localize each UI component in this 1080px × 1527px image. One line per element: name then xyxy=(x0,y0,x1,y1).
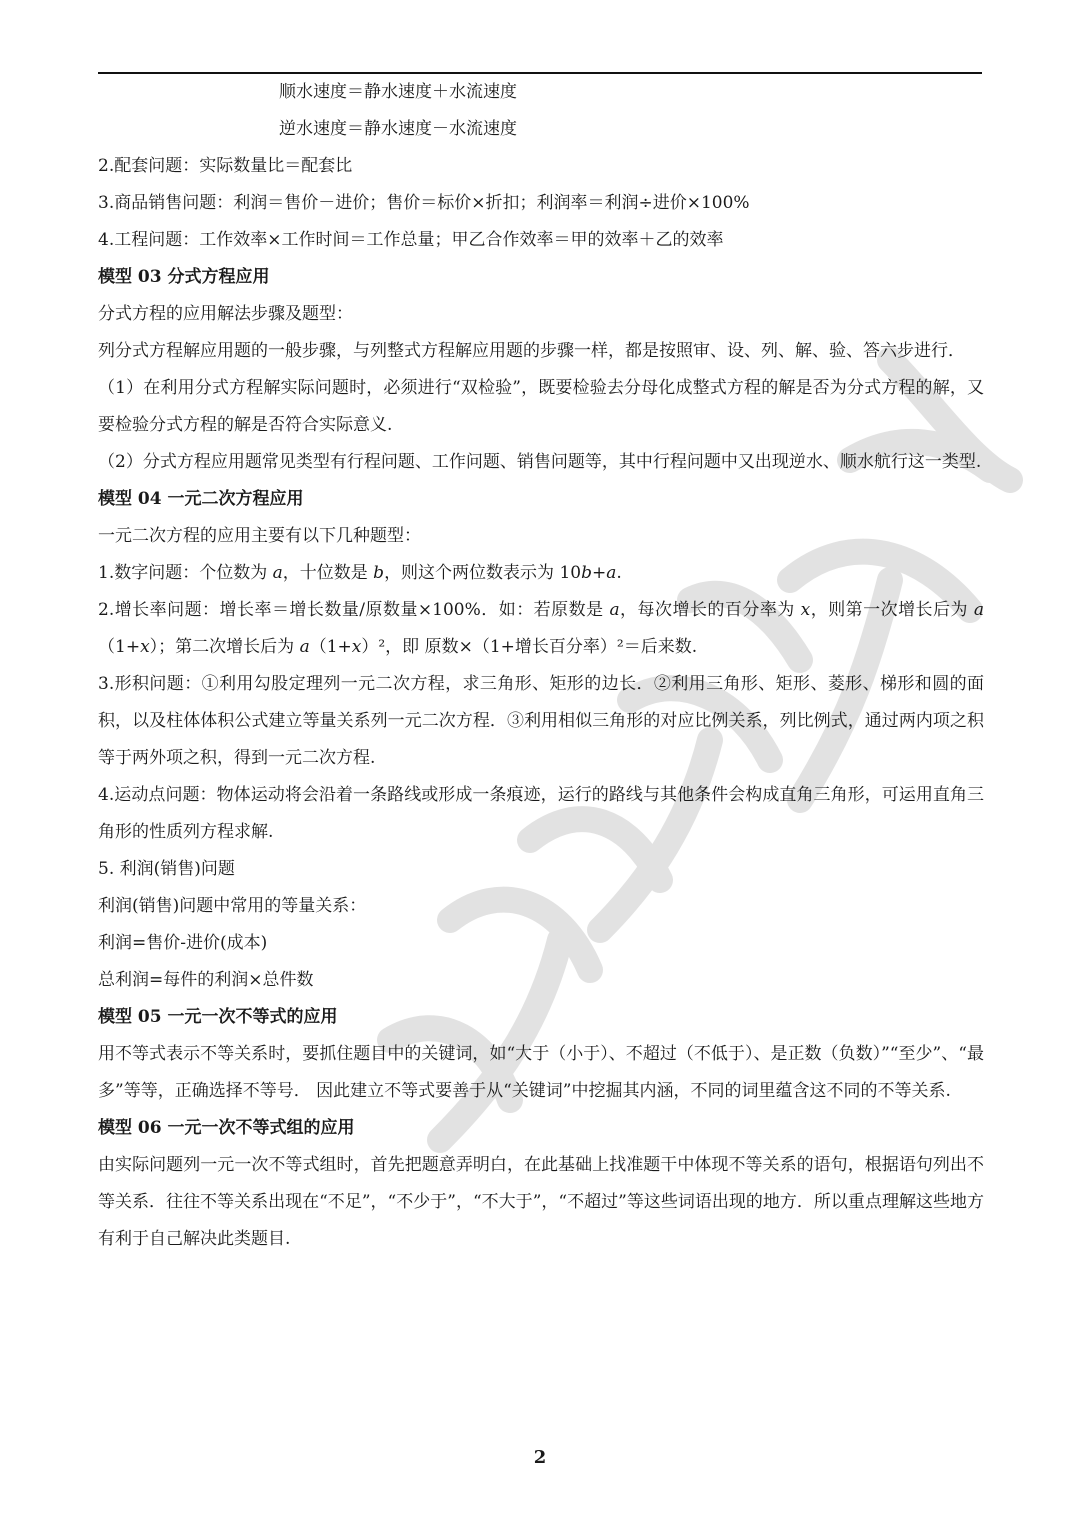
growth-rate-paragraph: 2.增长率问题：增长率＝增长数量/原数量×100%．如：若原数是 a，每次增长的百分率为 x，则第一次增长后为 a（1+x）；第二次增长后为 a（1+x）²，即 原数×（1+增长百分率）²＝后来数. xyxy=(98,600,984,657)
text-line: 利润=售价-进价(成本) xyxy=(98,933,268,953)
section-heading: 模型 05 一元一次不等式的应用 xyxy=(98,1007,338,1027)
text-line: 逆水速度＝静水速度－水流速度 xyxy=(279,119,517,139)
text-line: 总利润=每件的利润×总件数 xyxy=(98,970,314,990)
content-area xyxy=(98,74,984,1258)
paragraph: 4.运动点问题：物体运动将会沿着一条路线或形成一条痕迹，运行的路线与其他条件会构成直角三角形，可运用直角三角形的性质列方程求解. xyxy=(98,785,984,842)
section-heading: 模型 03 分式方程应用 xyxy=(98,267,270,287)
text-line: 2.配套问题：实际数量比＝配套比 xyxy=(98,156,353,176)
section-heading: 模型 04 一元二次方程应用 xyxy=(98,489,304,509)
paragraph: 列分式方程解应用题的一般步骤，与列整式方程解应用题的步骤一样，都是按照审、设、列、解、验、答六步进行． xyxy=(98,341,965,361)
text-line: 顺水速度＝静水速度＋水流速度 xyxy=(279,82,517,102)
paragraph: （1）在利用分式方程解实际问题时，必须进行“双检验”，既要检验去分母化成整式方程的解是否为分式方程的解，又要检验分式方程的解是否符合实际意义. xyxy=(98,378,984,435)
digit-problem-line: 1.数字问题：个位数为 a，十位数是 b，则这个两位数表示为 10b+a. xyxy=(98,563,622,583)
text-line: 5. 利润(销售)问题 xyxy=(98,859,235,879)
section-heading: 模型 06 一元一次不等式组的应用 xyxy=(98,1118,355,1138)
text-line: 4.工程问题：工作效率×工作时间＝工作总量；甲乙合作效率＝甲的效率＋乙的效率 xyxy=(98,230,724,250)
paragraph: 3.形积问题：①利用勾股定理列一元二次方程，求三角形、矩形的边长．②利用三角形、矩形、菱形、梯形和圆的面积，以及柱体体积公式建立等量关系列一元二次方程．③利用相似三角形的对应比例关系，列比例式，通过两内项之积等于两外项之积，得到一元二次方程. xyxy=(98,674,984,768)
text-line: 3.商品销售问题：利润＝售价－进价；售价＝标价×折扣；利润率＝利润÷进价×100% xyxy=(98,193,750,213)
text-line: 分式方程的应用解法步骤及题型： xyxy=(98,304,353,324)
page-number: 2 xyxy=(533,1447,547,1468)
text-line: 一元二次方程的应用主要有以下几种题型： xyxy=(98,526,421,546)
paragraph: 用不等式表示不等关系时，要抓住题目中的关键词，如“大于（小于）、不超过（不低于）、是正数（负数）”“至少”、“最多”等等，正确选择不等号． 因此建立不等式要善于从“关键词”中挖掘其内涵，不同的词里蕴含这不同的不等关系. xyxy=(98,1044,984,1101)
text-line: 利润(销售)问题中常用的等量关系： xyxy=(98,896,367,916)
paragraph: （2）分式方程应用题常见类型有行程问题、工作问题、销售问题等，其中行程问题中又出现逆水、顺水航行这一类型. xyxy=(98,452,982,472)
paragraph: 由实际问题列一元一次不等式组时，首先把题意弄明白，在此基础上找准题干中体现不等关系的语句，根据语句列出不等关系．往往不等关系出现在“不足”，“不少于”，“不大于”，“不超过”等这些词语出现的地方．所以重点理解这些地方有利于自己解决此类题目. xyxy=(98,1155,984,1249)
